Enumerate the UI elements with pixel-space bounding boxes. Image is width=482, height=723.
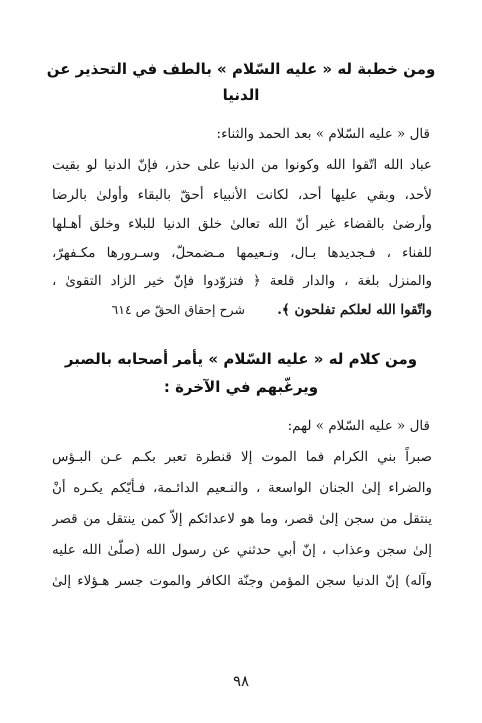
section-2-line: وآله) إنّ الدنيا سجن المؤمن وجنّة الكافر والموت جسر هـؤلاء إلىٰ	[52, 573, 432, 589]
section-1-title: ومن خطبة له « عليه السّلام » بالطف في التحذير عن الدنيا	[46, 60, 436, 104]
section-2-line: ينتقل من سجن إلىٰ قصر، وما هو لاعدائكم إلاّ كمن ينتقل من قصر	[52, 511, 432, 527]
section-1-intro: قال « عليه السّلام » بعد الحمد والثناء:	[216, 126, 430, 142]
page-number: ٩٨	[232, 672, 250, 690]
section-2-line: إلىٰ سجن وعذاب ، إنّ أبي حدثني عن رسول الله (صلّىٰ الله عليه	[52, 542, 432, 558]
quran-verse: واتّقوا الله لعلكم تفلحون ﴾.	[277, 302, 432, 318]
section-2-line: والضراء إلىٰ الجنان الواسعة ، والنـعيم الدائـمة، فـأيّكم يكـره أنْ	[52, 480, 432, 496]
section-2-line: صبراً بني الكرام فما الموت إلا قنطرة تعبر بكـم عـن البـؤس	[52, 449, 432, 465]
section-2-title-line-1: ومن كلام له « عليه السّلام » يأمر أصحابه بالصبر	[64, 350, 418, 368]
section-1-line-text: والمنزل بلغة ، والدار قلعة ﴿ فتزوّدوا فإنّ خير الزاد التقوىٰ ،	[52, 273, 432, 289]
section-1-line: للفناء ، فـجديدها بـال، ونـعيمها مـضمحلّ، وسـرورها مكـفهرّ،	[52, 245, 432, 261]
source-reference: شرح إحقاق الحقّ ص ٦١٤	[111, 302, 245, 317]
section-2-intro: قال « عليه السّلام » لهم:	[287, 418, 430, 434]
section-1-line: عباد الله اتّقوا الله وكونوا من الدنيا على حذر، فإنّ الدنيا لو بقيت	[52, 157, 432, 173]
section-1-line: وأرضىٰ بالقضاء غير أنّ الله تعالىٰ خلق الدنيا للبلاء وخلق أهـلها	[52, 216, 432, 232]
section-2-title-line-2: ويرغّبهم في الآخرة :	[163, 378, 319, 396]
section-1-line: لأحد، وبقي عليها أحد، لكانت الأنبياء أحقّ بالبقاء وأولىٰ بالرضا	[52, 187, 432, 203]
